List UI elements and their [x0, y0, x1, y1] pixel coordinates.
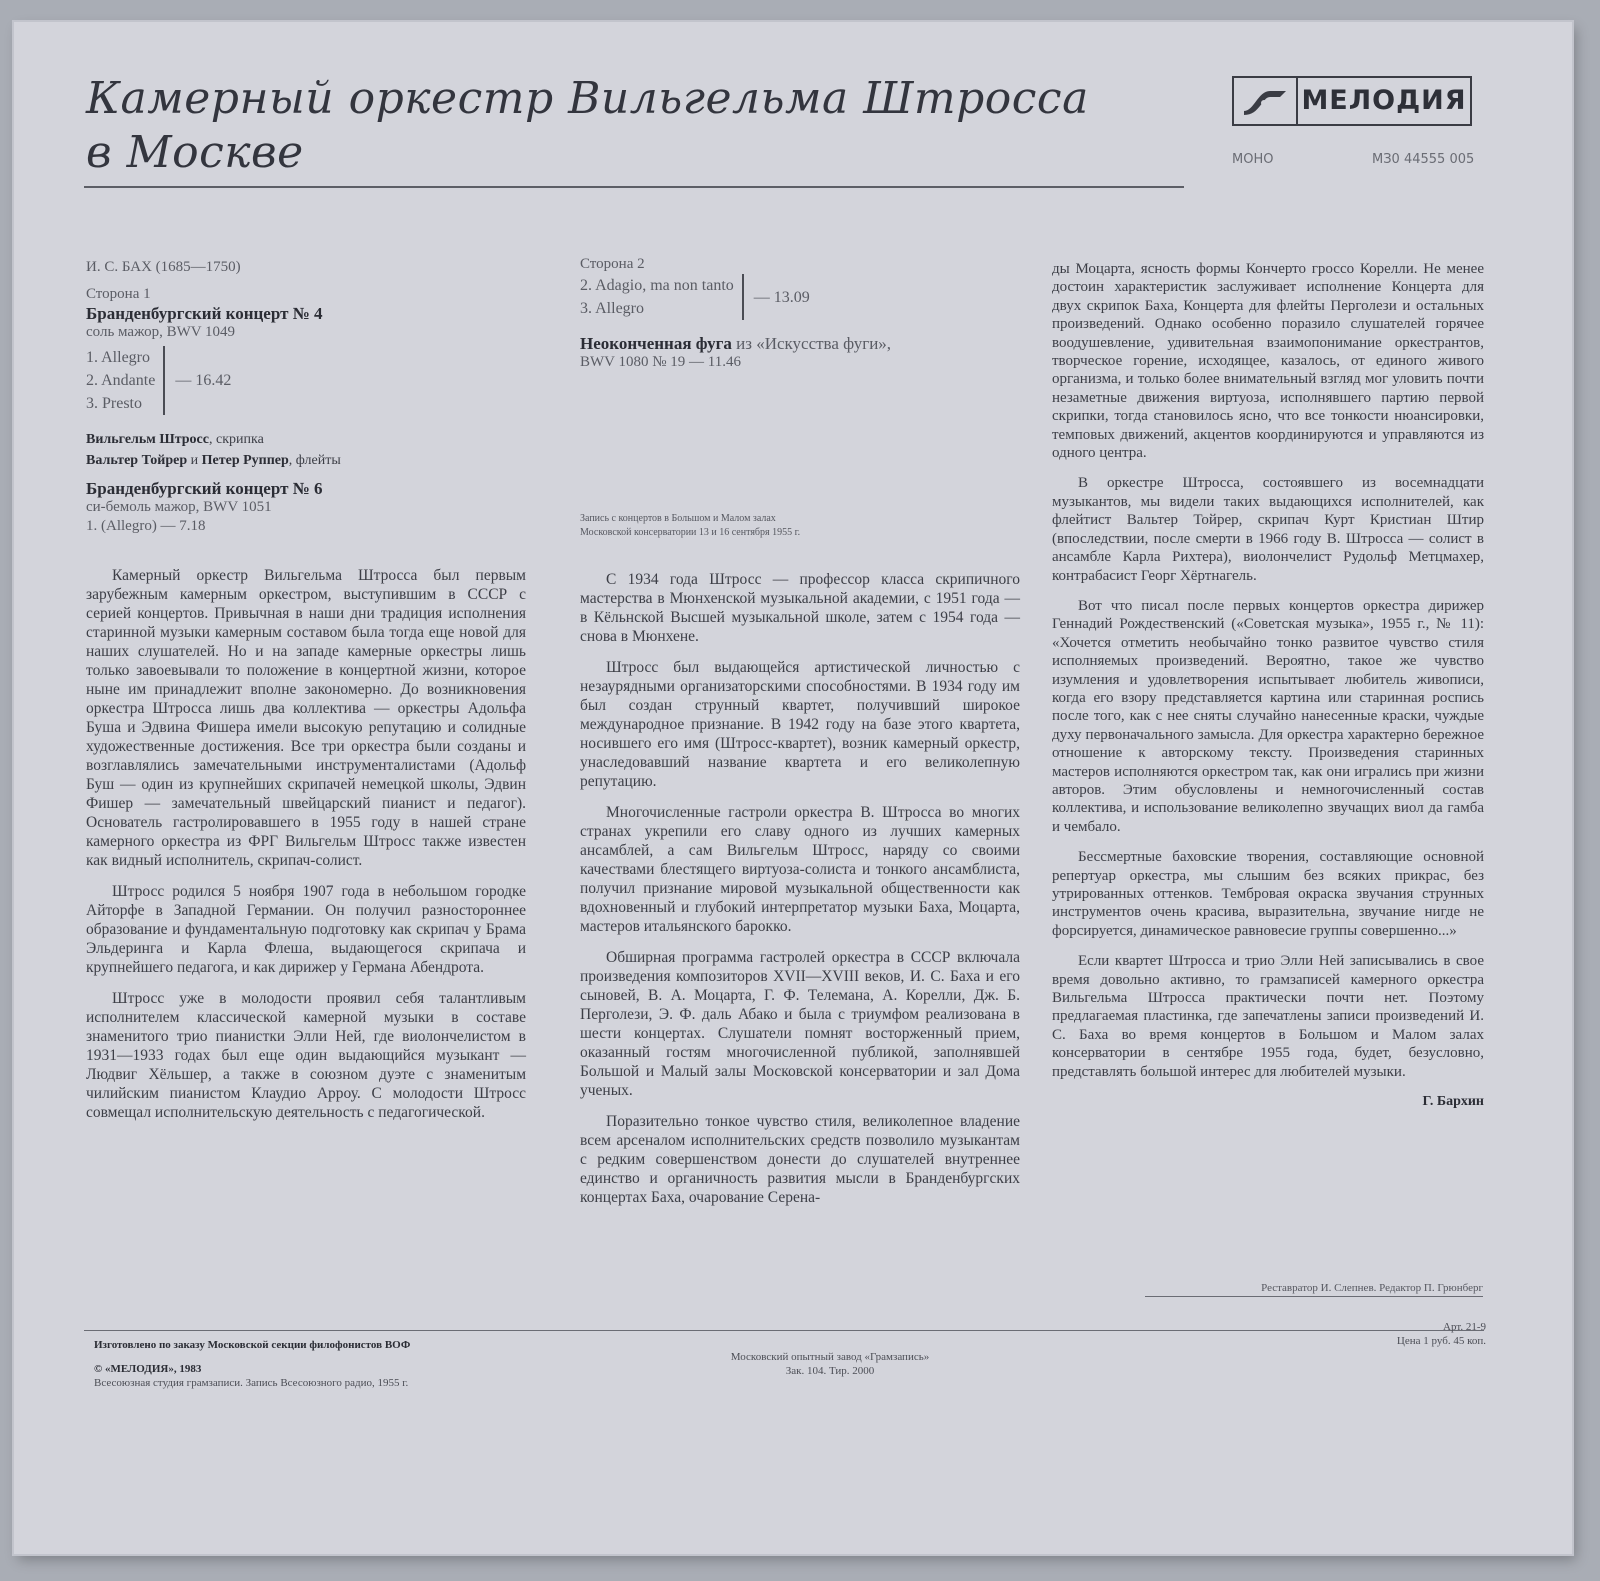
side2-label: Сторона 2	[580, 256, 645, 272]
concerto4-key: соль мажор, BWV 1049	[86, 324, 236, 340]
body-paragraph: Вот что писал после первых концертов оркестра дирижер Геннадий Рождественский («Советская музыка», 1955 г., № 11): «Хочется отметить необычайно тонко развитое чувство стиля исполняемых произведений. Вероятно, такое же чувство изумления и удовлетворения испытывает любитель живописи, когда его взору представляется картина или старинная роспись после того, как с нее сняты случайно нанесенные краски, чуждые духу первоначального замысла. Для оркестра характерно бережное отношение к авторскому тексту. Произведения старинных мастеров исполняются оркестром так, как они игрались при жизни авторов. Этим обусловлены и немногочисленный состав коллектива, и использование великолепно звучащих виол да гамба и чембало.	[1052, 597, 1484, 835]
body-paragraph: Штросс родился 5 ноября 1907 года в небольшом городке Айторфе в Западной Германии. Он получил разностороннее образование и фундаментальную подготовку как скрипач у Брама Эльдеринга и Карла Флеша, выдающегося скрипача и крупнейшего педагога, и как дирижер у Германа Абендрота.	[86, 883, 526, 976]
performer-name: Вальтер Тойрер	[86, 453, 188, 468]
composer-label: И. С. БАХ (1685—1750)	[86, 259, 241, 275]
concerto6-title: Бранденбургский концерт № 6	[86, 479, 323, 498]
track-item: 3. Allegro	[580, 300, 644, 317]
fugue-bwv: BWV 1080 № 19 — 11.46	[580, 354, 741, 370]
footer-center	[660, 1350, 1000, 1378]
concerto6-key: си-бемоль мажор, BWV 1051	[86, 499, 272, 515]
catalog-number: МЗ0 44555 005	[1372, 152, 1475, 167]
fugue-title-line	[580, 334, 1020, 353]
body-paragraph: Обширная программа гастролей оркестра в СССР включала произведения композиторов XVII—XVIII веков, И. С. Баха и его сыновей, В. А. Моцарта, Г. Ф. Телемана, А. Корелли, Дж. Б. Перголези, Э. Ф. даль Абако и была с триумфом реализована в шести концертах. Слушатели помнят восторженный прием, оказанный гостям многочисленной публикой, заполнявшей Большой и Малый залы Московской консерватории и зал Дома ученых.	[580, 949, 1020, 1099]
side1-label: Сторона 1	[86, 286, 151, 302]
footer-price: Цена 1 руб. 45 коп.	[1396, 1335, 1486, 1347]
body-paragraph: Бессмертные баховские творения, составляющие основной репертуар оркестра, мы слышим без всяких прикрас, без утрированных оттенков. Тембровая окраска звучания струнных инструментов очень красива, выразительна, звучание нигде не форсируется, динамическое равновесие группы совершенно...»	[1052, 849, 1484, 939]
fugue-title: Неоконченная фуга	[580, 334, 732, 353]
performer-role: , флейты	[288, 453, 341, 468]
body-paragraph: В оркестре Штросса, состоявшего из восемнадцати музыкантов, мы видели таких выдающихся исполнителей, как флейтист Вальтер Тойрер, скрипач Курт Кристиан Штир (впоследствии, после смерти в 1966 году В. Штросса — солист в ансамбле Карла Рихтера), виолончелист Рудольф Метцмахер, контрабасист Георг Хёртнагель.	[1052, 475, 1484, 584]
track-item: 3. Presto	[86, 395, 142, 412]
footer-right	[1300, 1320, 1486, 1348]
recording-note-line: Московской консерватории 13 и 16 сентября 1955 г.	[580, 527, 801, 538]
performer-line-1	[86, 429, 526, 450]
recording-note-line: Запись с концертов в Большом и Малом залах	[580, 513, 776, 524]
footer-rule	[84, 1330, 1484, 1331]
album-title-line2: в Москве	[86, 127, 304, 178]
melodiya-logo-text: МЕЛОДИЯ	[1301, 85, 1467, 116]
side2-tracks	[580, 274, 744, 320]
concerto4-duration: — 16.42	[175, 372, 232, 389]
body-paragraph: Поразительно тонкое чувство стиля, великолепное владение всем арсеналом исполнительских средств позволило музыкантам с редким совершенством донести до слушателей внутреннее единство и органичность развития мысли в Бранденбургских концертах Баха, очарование Серена-	[580, 1113, 1020, 1206]
performer-name: Вильгельм Штросс	[86, 432, 209, 447]
footer-copyright: © «МЕЛОДИЯ», 1983	[94, 1363, 202, 1375]
body-paragraph: Многочисленные гастроли оркестра В. Штросса во многих странах укрепили его славу одного из лучших камерных ансамблей, а сам Вильгельм Штросс, наряду со своими качествами блестящего виртуоза-солиста и тонкого ансамблиста, получил признание мировой музыкальной общественности как вдохновенный и глубокий интерпретатор музыки Баха, Моцарта, мастеров итальянского барокко.	[580, 804, 1020, 935]
concerto4-title: Бранденбургский концерт № 4	[86, 304, 323, 323]
concerto6-track: 1. (Allegro) — 7.18	[86, 518, 206, 534]
middle-column	[580, 255, 1020, 1219]
performer-conj: и	[187, 453, 202, 468]
body-paragraph: Штросс уже в молодости проявил себя талантливым исполнителем классической камерной музыки в составе знаменитого трио пианистки Элли Ней, где виолончелистом в 1931—1933 годах был еще один выдающийся музыкант — Людвиг Хёльшер, а также в союзном дуэте с знаменитым чилийским пианистом Клаудио Арроу. С молодости Штросс совмещал исполнительскую деятельность с педагогической.	[86, 990, 526, 1121]
footer-order-note: Изготовлено по заказу Московской секции филофонистов ВОФ	[94, 1339, 411, 1351]
concerto4-tracks	[86, 346, 165, 415]
concerto6-tracklist	[580, 274, 1020, 320]
author-signature: Г. Бархин	[1422, 1094, 1484, 1110]
concerto4-tracklist	[86, 346, 526, 415]
body-paragraph: ды Моцарта, ясность формы Кончерто гроссо Корелли. Не менее достоин характеристик заслуживает исполнение Концерта для двух скрипок Баха, Концерта для флейты Перголези и остальных произведений. Однако особенно поразило слушателей горячее воодушевление, удивительная взаимопонимание оркестрантов, творческое горение, исходящее, казалось, от единого живого организма, и только более внимательный взгляд мог уловить почти незаметные движения виртуоза, исполнявшего партию первой скрипки, тогда становилось ясно, что все тонкости нюансировки, темповых движений, акцентов координируются и управляются из одного центра.	[1052, 261, 1484, 462]
performer-line-2	[86, 450, 526, 471]
body-paragraph: С 1934 года Штросс — профессор класса скрипичного мастерства в Мюнхенской музыкальной академии, с 1951 года — в Кёльнской Высшей музыкальной школе, затем с 1954 года — снова в Мюнхене.	[580, 571, 1020, 645]
melodiya-logo	[1232, 76, 1472, 126]
track-item: 1. Allegro	[86, 349, 150, 366]
footer-order-run: Зак. 104. Тир. 2000	[785, 1365, 875, 1377]
footer-article: Арт. 21-9	[1443, 1321, 1486, 1333]
album-title-line1: Камерный оркестр Вильгельма Штросса	[86, 73, 1089, 124]
body-paragraph: Штросс был выдающейся артистической личностью с незаурядными организаторскими способностями. В 1934 году им был создан струнный квартет, получивший широкое международное признание. В 1942 году на базе этого квартета, носившего его имя (Штросс-квартет), возник камерный оркестр, унаследовавший название квартета и его великолепную репутацию.	[580, 659, 1020, 790]
performer-name: Петер Руппер	[201, 453, 289, 468]
album-title	[86, 72, 1126, 180]
title-rule	[84, 186, 1184, 188]
recording-note	[580, 512, 1020, 540]
left-column	[86, 258, 526, 1134]
footer-studio: Всесоюзная студия грамзаписи. Запись Всесоюзного радио, 1955 г.	[94, 1377, 409, 1389]
melodiya-record-icon	[1234, 78, 1298, 124]
mono-label: МОНО	[1232, 152, 1274, 167]
performers	[86, 429, 526, 471]
body-paragraph: Если квартет Штросса и трио Элли Ней записывались в свое время довольно активно, то грамзаписей камерного оркестра Вильгельма Штросса практически почти нет. Поэтому предлагаемая пластинка, где запечатлены записи произведений И. С. Баха во время концертов в Большом и Малом залах консерватории в сентябре 1955 года, будет, безусловно, представлять большой интерес для любителей музыки.	[1052, 953, 1484, 1080]
performer-role: , скрипка	[208, 432, 264, 447]
fugue-source: из «Искусства фуги»,	[731, 334, 892, 353]
track-item: 2. Adagio, ma non tanto	[580, 277, 734, 294]
right-column	[1052, 260, 1484, 1111]
track-item: 2. Andante	[86, 372, 156, 389]
body-paragraph: Камерный оркестр Вильгельма Штросса был первым зарубежным камерным оркестром, выступившим в СССР с серией концертов. Привычная в наши дни традиция исполнения старинной музыки камерным составом была тогда еще новой для наших слушателей. Но и на западе камерные оркестры лишь только завоевывали то положение в концертной жизни, которое ныне им принадлежит вполне закономерно. До возникновения оркестра Штросса лишь два коллектива — оркестры Адольфа Буша и Эдвина Фишера имели высокую репутацию и солидные художественные достижения. Все три оркестра были созданы и возглавлялись замечательными инструменталистами (Адольф Буш — один из крупнейших скрипачей немецкой школы, Эдвин Фишер — замечательный швейцарский пианист и педагог). Основатель гастролировавшего в 1955 году в нашей стране камерного оркестра из ФРГ Вильгельм Штросс также известен как видный исполнитель, скрипач-солист.	[86, 567, 526, 869]
footer-left	[94, 1338, 614, 1390]
footer-plant: Московский опытный завод «Грамзапись»	[730, 1351, 930, 1363]
credits-line: Реставратор И. Слепнев. Редактор П. Грюнберг	[1145, 1282, 1483, 1297]
side2-duration: — 13.09	[753, 288, 810, 306]
